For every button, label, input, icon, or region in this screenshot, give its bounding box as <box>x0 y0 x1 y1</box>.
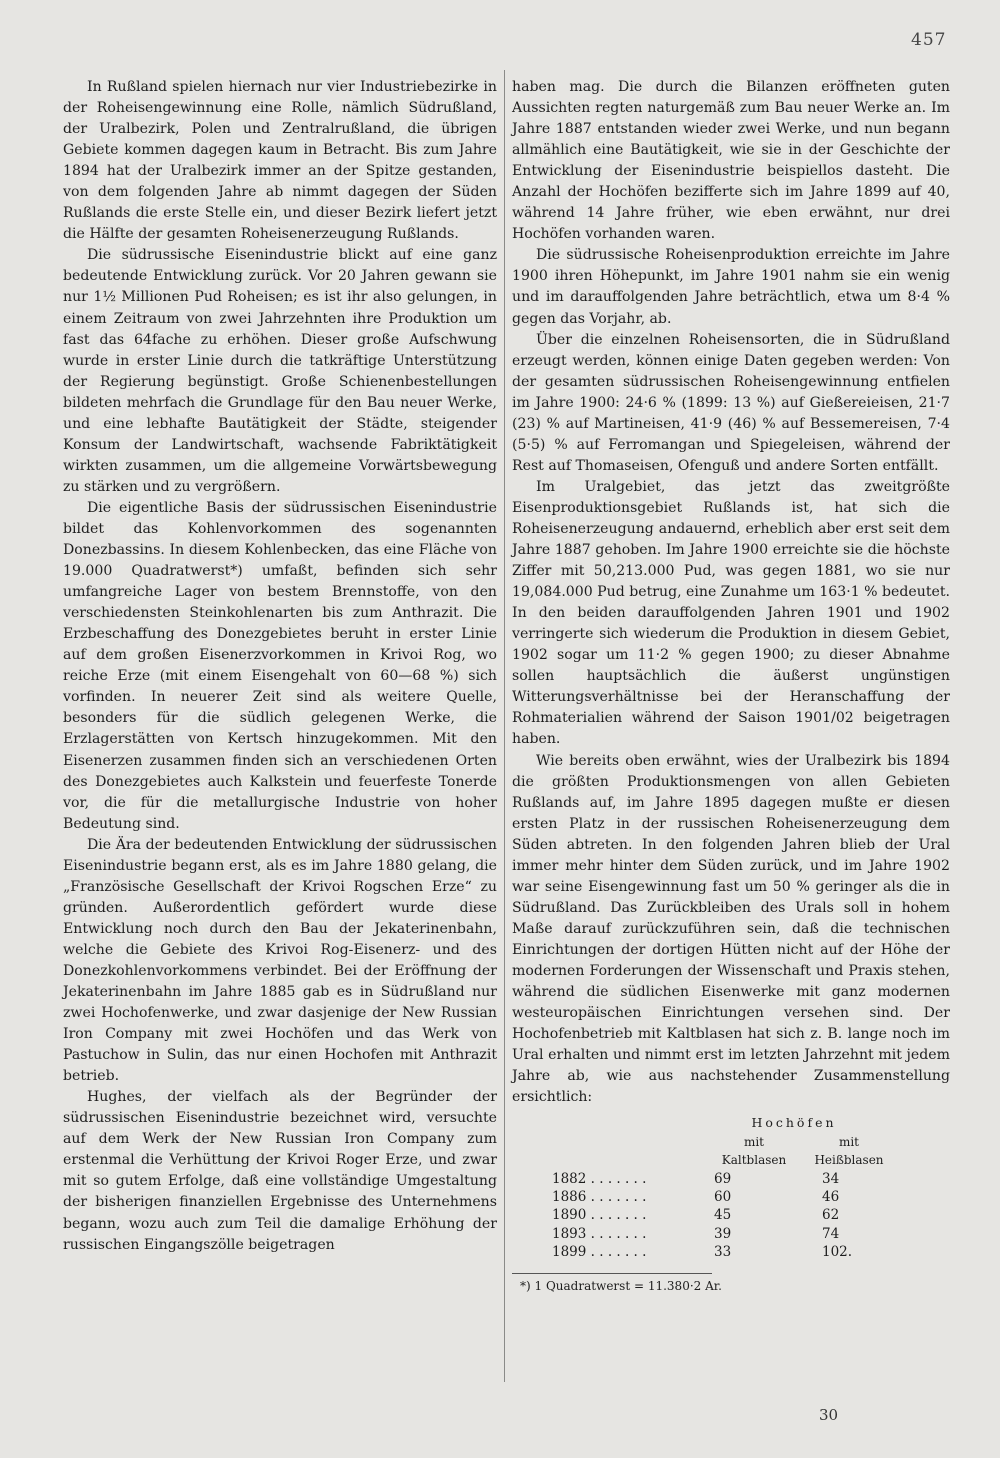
footnote-rule <box>512 1273 712 1274</box>
paragraph: Über die einzelnen Roheisensorten, die in Südrußland erzeugt werden, können einige Daten gegeben werden: Von der gesamten südrussischen Roheisengewinnung entfielen im Jahre 1900: 24·6 % (1899: 13 %) auf Gießereieisen, 21·7 (23) % auf Martineisen, 41·9 (46) % auf Bessemereisen, 7·4 (5·5) % auf Ferromangan und Spiegeleisen, während der Rest auf Thomaseisen, Ofenguß und andere Sorten entfällt. <box>512 331 950 474</box>
page-number: 457 <box>911 30 947 50</box>
cold-cell: 60 <box>714 1188 732 1205</box>
table-header-hot: mit Heißblasen <box>814 1134 884 1168</box>
table-row <box>546 1188 898 1206</box>
hot-cell: 74 <box>822 1225 840 1242</box>
blast-furnace-table <box>546 1114 898 1261</box>
footnote: *) 1 Quadratwerst = 11.380·2 Ar. <box>520 1278 722 1293</box>
paragraph: haben mag. Die durch die Bilanzen eröffneten guten Aussichten regten naturgemäß zum Bau neuer Werke an. Im Jahre 1887 entstanden wieder zwei Werke, und nun begann allmählich eine Bautätigkeit, wie sie in der Geschichte der Entwicklung der Eisenindustrie beispiellos dasteht. Die Anzahl der Hochöfen bezifferte sich im Jahre 1899 auf 40, während 14 Jahre früher, wie eben erwähnt, nur drei Hochöfen vorhanden waren. <box>512 79 950 243</box>
year-cell: 1890 . . . . . . . <box>552 1207 647 1224</box>
paragraph: Die Ära der bedeutenden Entwicklung der südrussischen Eisenindustrie begann erst, als es im Jahre 1880 gelang, die „Französische Gesellschaft der Krivoi Rogschen Erze“ zu gründen. Außerordentlich gefördert wurde diese Entwicklung noch durch den Bau der Jekaterinenbahn, welche die Gebiete des Krivoi Rog-Eisenerz- und des Donezkohlenvorkommens verbindet. Bei der Eröffnung der Jekaterinenbahn im Jahre 1885 gab es in Südrußland nur zwei Hochofenwerke, und zwar dasjenige der New Russian Iron Company mit zwei Hochöfen und das Werk von Pastuchow in Sulin, das nur einen Hochofen mit Anthrazit betrieb. <box>63 836 497 1085</box>
column-divider <box>504 70 505 1382</box>
cold-cell: 45 <box>714 1207 732 1224</box>
cold-cell: 33 <box>714 1244 732 1261</box>
hot-cell: 46 <box>822 1188 840 1205</box>
paragraph: In Rußland spielen hiernach nur vier Industriebezirke in der Roheisengewinnung eine Rolle, nämlich Südrußland, der Uralbezirk, Polen und Zentralrußland, die übrigen Gebiete kommen dagegen kaum in Betracht. Bis zum Jahre 1894 hat der Uralbezirk immer an der Spitze gestanden, von dem folgenden Jahre ab nimmt dagegen der Süden Rußlands die erste Stelle ein, und dieser Bezirk liefert jetzt die Hälfte der gesamten Roheisenerzeugung Rußlands. <box>63 79 497 243</box>
table-row <box>546 1170 898 1188</box>
signature-mark: 30 <box>819 1406 839 1424</box>
paragraph: Wie bereits oben erwähnt, wies der Uralbezirk bis 1894 die größten Produktionsmengen von allen Gebieten Rußlands auf, im Jahre 1895 dagegen mußte er diesen ersten Platz in der russischen Roheisenerzeugung dem Süden abtreten. In den folgenden Jahren blieb der Ural immer mehr hinter dem Süden zurück, und im Jahre 1902 war seine Eisengewinnung fast um 50 % geringer als die in Südrußland. Das Zurückbleiben des Urals soll in hohem Maße darauf zurückzuführen sein, daß die technischen Einrichtungen der dortigen Hütten nicht auf der Höhe der modernen Forderungen der Wissenschaft und Praxis stehen, während die südlichen Eisenwerke mit ganz modernen westeuropäischen Einrichtungen versehen sind. Der Hochofenbetrieb mit Kaltblasen hat sich z. B. lange noch im Ural erhalten und nimmt erst im letzten Jahrzehnt mit jedem Jahre ab, wie aus nachstehender Zusammenstellung ersichtlich: <box>512 752 950 1106</box>
year-cell: 1899 . . . . . . . <box>552 1244 647 1261</box>
paragraph: Die südrussische Eisenindustrie blickt auf eine ganz bedeutende Entwicklung zurück. Vor 20 Jahren gewann sie nur 1½ Millionen Pud Roheisen; es ist ihr also gelungen, in einem Zeitraum von zwei Jahrzehnten ihre Produktion um fast das 64fache zu erhöhen. Dieser große Aufschwung wurde in erster Linie durch die tatkräftige Unterstützung der Regierung begünstigt. Große Schienenbestellungen bildeten mehrfach die Grundlage für den Bau neuer Werke, und eine lebhafte Bautätigkeit der Städte, steigender Konsum der Landwirtschaft, wachsende Fabriktätigkeit wirkten zusammen, um die allgemeine Vorwärtsbewegung zu stärken und zu vergrößern. <box>63 247 497 495</box>
paragraph: Die südrussische Roheisenproduktion erreichte im Jahre 1900 ihren Höhepunkt, im Jahre 1901 nahm sie ein wenig und im darauffolgenden Jahre beträchtlich, etwa um 8·4 % gegen das Vorjahr, ab. <box>512 247 950 327</box>
paragraph: Hughes, der vielfach als der Begründer der südrussischen Eisenindustrie bezeichnet wird, versuchte auf dem Werk der New Russian Iron Company zum erstenmal die Verhüttung der Krivoi Roger Erze, und zwar mit so gutem Erfolge, daß eine vollständige Umgestaltung der bisherigen finanziellen Ergebnisse des Unternehmens begann, wozu auch zum Teil die damalige Erhöhung der russischen Eingangszölle beigetragen <box>63 1089 497 1253</box>
table-row <box>546 1243 898 1261</box>
table-row <box>546 1225 898 1243</box>
year-cell: 1893 . . . . . . . <box>552 1225 647 1242</box>
paragraph: Im Uralgebiet, das jetzt das zweitgrößte Eisenproduktionsgebiet Rußlands ist, hat sich die Roheisenerzeugung andauernd, erheblich aber erst seit dem Jahre 1887 gehoben. Im Jahre 1900 erreichte sie die höchste Ziffer mit 50,213.000 Pud, was gegen 1881, wo sie nur 19,084.000 Pud betrug, eine Zunahme um 163·1 % bedeutet. In den beiden darauffolgenden Jahren 1901 und 1902 verringerte sich wiederum die Produktion in diesem Gebiet, 1902 sogar um 11·2 % gegen 1900; zu dieser Abnahme sollen hauptsächlich die äußerst ungünstigen Witterungsverhältnisse bei der Heranschaffung der Rohmaterialien während der Saison 1901/02 beigetragen haben. <box>512 478 950 748</box>
paragraph: Die eigentliche Basis der südrussischen Eisenindustrie bildet das Kohlenvorkommen des sogenannten Donezbassins. In diesem Kohlenbecken, das eine Fläche von 19.000 Quadratwerst*) umfaßt, befinden sich sehr umfangreiche Lager von bestem Brennstoffe, von den verschiedensten Steinkohlenarten bis zum Anthrazit. Die Erzbeschaffung des Donezgebietes beruht in erster Linie auf dem großen Eisenerzvorkommen in Krivoi Rog, wo reiche Erze (mit einem Eisengehalt von 60—68 %) sich vorfinden. In neuerer Zeit sind als weitere Quelle, besonders für die südlich gelegenen Werke, die Erzlagerstätten von Kertsch hinzugekommen. Mit den Eisenerzen zusammen finden sich an verschiedenen Orten des Donezgebietes auch Kalkstein und feuerfeste Tonerde vor, die für die metallurgische Industrie von hoher Bedeutung sind. <box>63 499 497 832</box>
table-header-cold: mit Kaltblasen <box>721 1134 787 1168</box>
hot-cell: 62 <box>822 1207 840 1224</box>
cold-cell: 39 <box>714 1225 732 1242</box>
hot-cell: 102. <box>822 1244 853 1261</box>
table-title: Hochöfen <box>751 1115 837 1131</box>
table-header-empty <box>546 1133 708 1170</box>
year-cell: 1882 . . . . . . . <box>552 1170 647 1187</box>
right-column <box>512 77 950 1293</box>
left-column <box>63 77 497 1256</box>
table-row <box>546 1206 898 1224</box>
hot-cell: 34 <box>822 1170 840 1187</box>
year-cell: 1886 . . . . . . . <box>552 1188 647 1205</box>
cold-cell: 69 <box>714 1170 732 1187</box>
